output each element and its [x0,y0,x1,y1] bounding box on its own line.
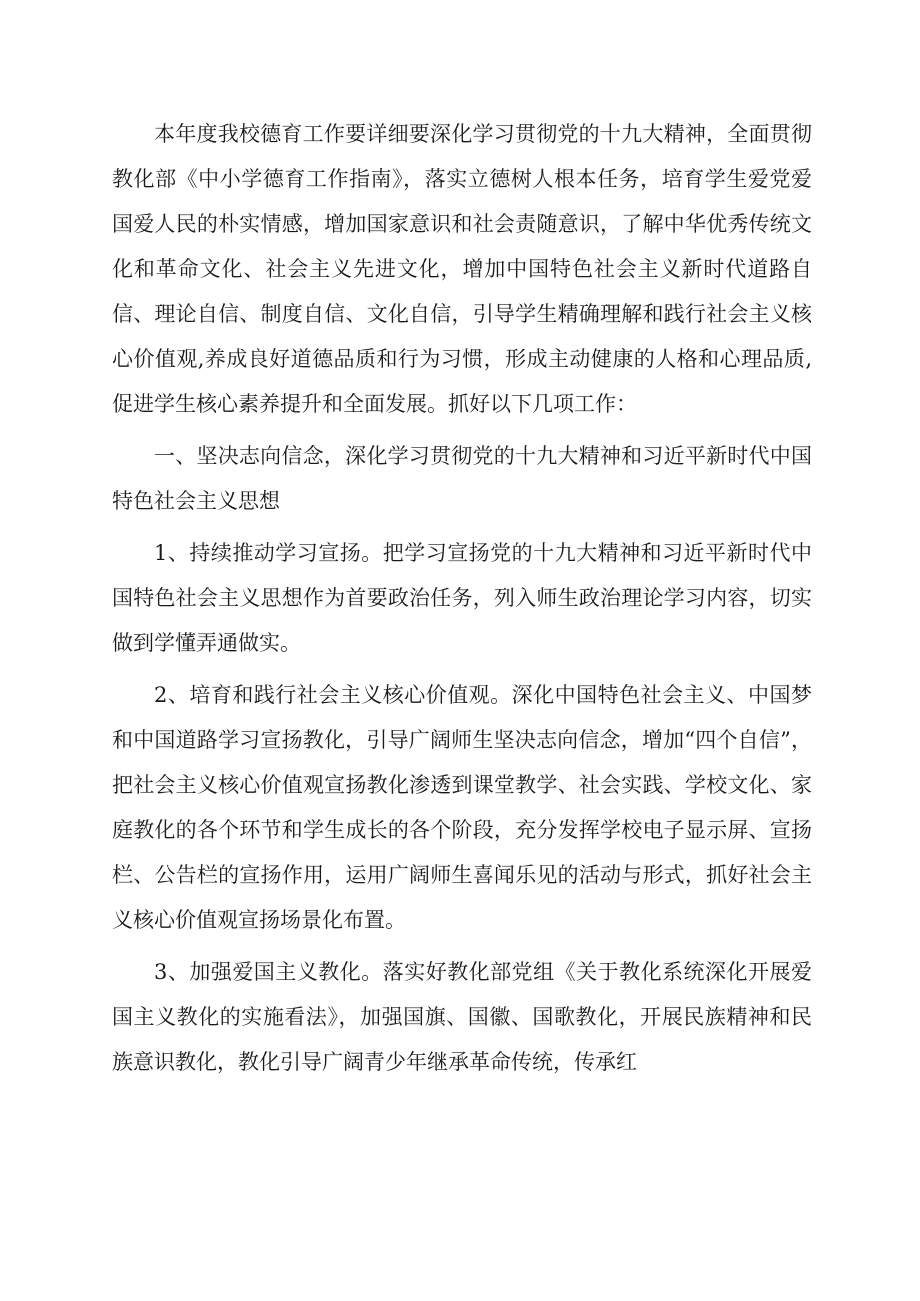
item-2-paragraph: 2、培育和践行社会主义核心价值观。深化中国特色社会主义、中国梦和中国道路学习宣扬教化，引导广阔师生坚决志向信念，增加“四个自信”，把社会主义核心价值观宣扬教化渗透到课堂教学、社会实践、学校文化、家庭教化的各个环节和学生成长的各个阶段，充分发挥学校电子显示屏、宣扬栏、公告栏的宣扬作用，运用广阔师生喜闻乐见的活动与形式，抓好社会主义核心价值观宣扬场景化布置。 [112,683,812,932]
item-3-paragraph: 3、加强爱国主义教化。落实好教化部党组《关于教化系统深化开展爱国主义教化的实施看法》，加强国旗、国徽、国歌教化，开展民族精神和民族意识教化，教化引导广阔青少年继承革命传统，传承红 [112,960,812,1074]
section-heading-1: 一、坚决志向信念，深化学习贯彻党的十九大精神和习近平新时代中国特色社会主义思想 [112,444,812,513]
document-page [112,112,812,1085]
intro-paragraph: 本年度我校德育工作要详细要深化学习贯彻党的十九大精神，全面贯彻教化部《中小学德育工作指南》，落实立德树人根本任务，培育学生爱党爱国爱人民的朴实情感，增加国家意识和社会责随意识，了解中华优秀传统文化和革命文化、社会主义先进文化，增加中国特色社会主义新时代道路自信、理论自信、制度自信、文化自信，引导学生精确理解和践行社会主义核心价值观,养成良好道德品质和行为习惯，形成主动健康的人格和心理品质,促进学生核心素养提升和全面发展。抓好以下几项工作： [112,122,812,416]
item-1-paragraph: 1、持续推动学习宣扬。把学习宣扬党的十九大精神和习近平新时代中国特色社会主义思想作为首要政治任务，列入师生政治理论学习内容，切实做到学懂弄通做实。 [112,541,812,655]
